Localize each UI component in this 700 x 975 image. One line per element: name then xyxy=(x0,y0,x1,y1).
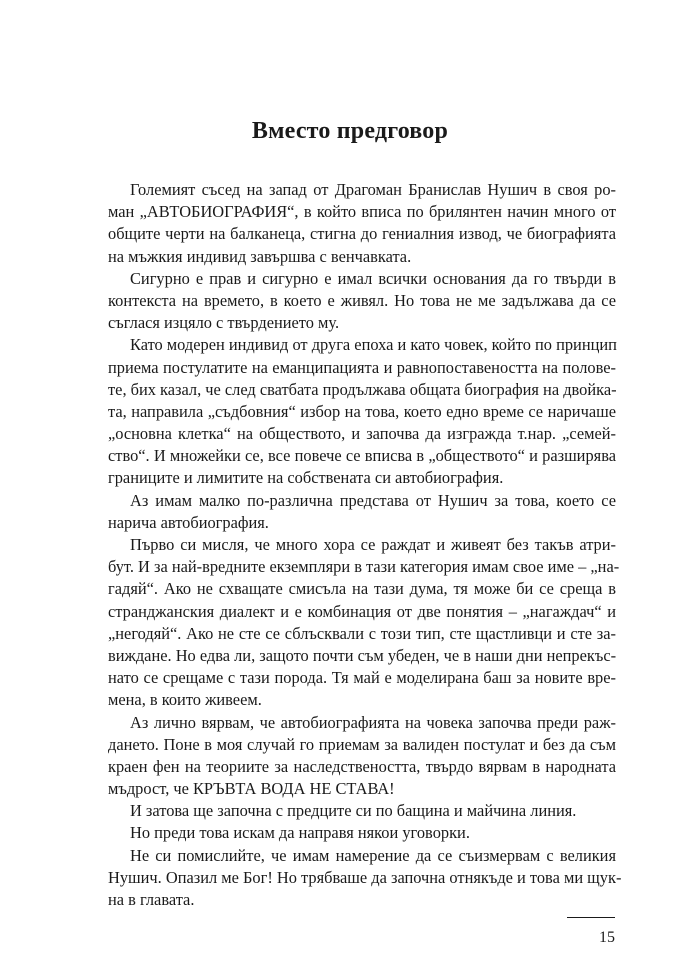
text-line: Аз лично вярвам, че автобиографията на човека започва преди раж- xyxy=(130,712,616,732)
text-line: „основна клетка“ на обществото, и започва да изгражда т.нар. „семей- xyxy=(108,424,616,444)
text-line: бут. И за най-вредните екземпляри в тази категория имам свое име – „на- xyxy=(108,557,620,577)
text-line: мъдрост, че КРЪВТА ВОДА НЕ СТАВА! xyxy=(108,779,395,799)
text-line: Аз имам малко по-различна представа от Нушич за това, което се xyxy=(130,490,616,510)
text-line: Не си помислийте, че имам намерение да се съизмервам с великия xyxy=(130,845,616,865)
text-line: те, бих казал, че след сватбата продължава общата биография на двойка- xyxy=(108,379,617,399)
page-number: 15 xyxy=(599,929,615,946)
text-line: Големият съсед на запад от Драгоман Бранислав Нушич в своя ро- xyxy=(130,180,616,199)
text-line: странджанския диалект и е комбинация от две понятия – „нагаждач“ и xyxy=(108,601,616,621)
text-line: Сигурно е прав и сигурно е имал всички основания да го твърди в xyxy=(130,268,616,288)
text-line: Първо си мисля, че много хора се раждат и живеят без такъв атри- xyxy=(130,535,616,554)
text-line: краен фен на теориите за наследствеността, твърдо вярвам в народната xyxy=(108,756,616,776)
text-line: виждане. Но едва ли, защото почти съм убеден, че в наши дни непрекъс- xyxy=(108,645,617,665)
text-line: Като модерен индивид от друга епоха и като човек, който по принцип xyxy=(130,335,617,355)
body-text xyxy=(108,179,622,911)
text-line: на в главата. xyxy=(108,890,195,909)
text-line: дането. Поне в моя случай го приемам за валиден постулат и без да съм xyxy=(108,734,616,754)
page-number-rule xyxy=(567,917,615,918)
text-line: Нушич. Опазил ме Бог! Но трябваше да започна отнякъде и това ми щук- xyxy=(108,867,622,887)
text-line: нато се срещаме с тази порода. Тя май е моделирана баш за новите вре- xyxy=(108,668,616,688)
text-line: границите и лимитите на собствената си автобиография. xyxy=(108,468,504,488)
text-line: на мъжкия индивид завършва с венчавката. xyxy=(108,246,412,266)
text-line: И затова ще започна с предците си по бащина и майчина линия. xyxy=(130,801,577,821)
text-line: нарича автобиография. xyxy=(108,512,269,532)
text-line: мена, в които живеем. xyxy=(108,690,262,710)
text-line: ман „АВТОБИОГРАФИЯ“, в който вписа по брилянтен начин много от xyxy=(108,202,616,222)
text-line: Но преди това искам да направя някои уговорки. xyxy=(130,823,470,843)
text-line: контекста на времето, в което е живял. Но това не ме задължава да се xyxy=(108,290,616,310)
text-line: та, направила „съдбовния“ избор на това, което едно време се наричаше xyxy=(108,401,616,421)
text-line: съглася изцяло с твърдението му. xyxy=(108,313,340,333)
text-line: „негодяй“. Ако не сте се сблъсквали с този тип, сте щастливци и сте за- xyxy=(108,623,616,643)
text-line: приема постулатите на еманципацията и равнопоставеността на полове- xyxy=(108,357,616,377)
page-title: Вместо предговор xyxy=(251,118,449,144)
text-line: общите черти на балканеца, стигна до гениалния извод, че биографията xyxy=(108,224,616,244)
text-line: гадяй“. Ако не схващате смисъла на тази дума, тя може би се среща в xyxy=(108,579,616,599)
text-line: ство“. И множейки се, все повече се вписва в „обществото“ и разширява xyxy=(108,446,616,466)
